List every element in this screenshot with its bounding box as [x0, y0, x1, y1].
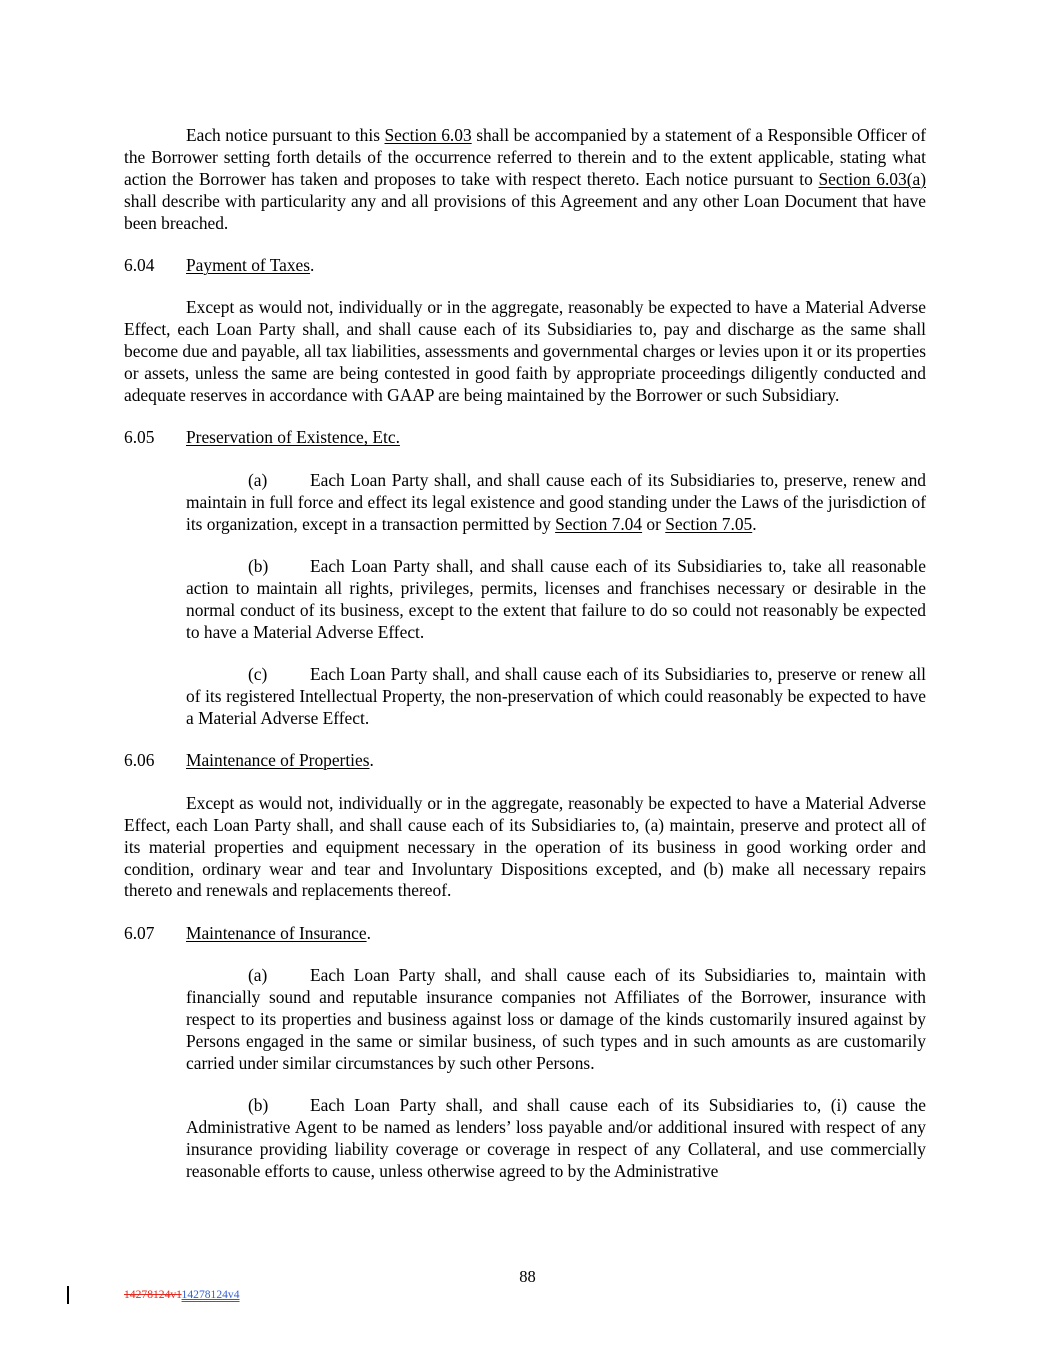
section-title: Maintenance of Insurance	[186, 922, 367, 943]
document-id	[124, 1288, 240, 1302]
section-title: Payment of Taxes	[186, 255, 311, 276]
clause-label: (b)	[248, 556, 269, 577]
section-number: 6.05	[124, 427, 155, 448]
inserted-document-id: 14278124v4	[181, 1288, 240, 1301]
section-heading-6-07: 6.07 Maintenance of Insurance.	[124, 922, 371, 943]
clause-label: (c)	[248, 664, 268, 685]
section-number: 6.07	[124, 922, 155, 943]
section-6-06-body: Except as would not, individually or in the aggregate, reasonably be expected to have a Material Adverse Effect, each Loan Party shall, and shall cause each of its Subsidiaries to, (a) maintain, preserve and protect all of its material properties and equipment necessary in the operation of its business in good working order and condition, ordinary wear and tear and Involuntary Dispositions excepted, and (b) make all necessary repairs thereto and renewals and replacements thereof.	[124, 792, 926, 901]
section-6-05-clause-c: (c) Each Loan Party shall, and shall cause each of its Subsidiaries to, preserve or renew all of its registered Intellectual Property, the non-preservation of which could reasonably be expected to have a Material Adverse Effect.	[186, 664, 926, 729]
section-heading-6-05	[124, 427, 926, 449]
section-number: 6.06	[124, 750, 155, 771]
section-6-07-clause-a: (a) Each Loan Party shall, and shall cause each of its Subsidiaries to, maintain with financially sound and reputable insurance companies not Affiliates of the Borrower, insurance with respect to its properties and business against loss or damage of the kinds customarily insured against by Persons engaged in the same or similar business, of such types and in such amounts as are customarily carried under similar circumstances by such other Persons.	[186, 965, 926, 1073]
section-title: Maintenance of Properties	[186, 750, 370, 771]
intro-paragraph: Each notice pursuant to this Section 6.03 shall be accompanied by a statement of a Responsible Officer of the Borrower setting forth details of the occurrence referred to therein and to the extent applicable, stating what action the Borrower has taken and proposes to take with respect thereto. Each notice pursuant to Section 6.03(a) shall describe with particularity any and all provisions of this Agreement and any other Loan Document that have been breached.	[124, 125, 927, 233]
section-number: 6.04	[124, 255, 155, 276]
section-reference: Section 6.03(a)	[818, 168, 926, 189]
section-title: Preservation of Existence, Etc.	[186, 427, 400, 448]
revision-change-bar	[67, 1286, 69, 1304]
section-6-04-body: Except as would not, individually or in the aggregate, reasonably be expected to have a Material Adverse Effect, each Loan Party shall, and shall cause each of its Subsidiaries to, pay and discharge as the same shall become due and payable, all tax liabilities, assessments and governmental charges or levies upon it or its properties or assets, unless the same are being contested in good faith by appropriate proceedings diligently conducted and adequate reserves in accordance with GAAP are being maintained by the Borrower or such Subsidiary.	[124, 297, 926, 406]
section-heading-6-06: 6.06 Maintenance of Properties.	[124, 750, 374, 771]
section-reference: Section 7.05	[665, 513, 753, 534]
section-heading-6-04: 6.04 Payment of Taxes.	[124, 255, 315, 276]
document-page	[124, 125, 926, 1183]
section-6-05-clause-b: (b) Each Loan Party shall, and shall cause each of its Subsidiaries to, take all reasonable action to maintain all rights, privileges, permits, licenses and franchises necessary or desirable in the normal conduct of its business, except to the extent that failure to do so could not reasonably be expected to have a Material Adverse Effect.	[186, 556, 926, 642]
page-number: 88	[519, 1267, 536, 1286]
section-reference: Section 6.03	[384, 125, 472, 145]
section-6-05-clause-a: (a) Each Loan Party shall, and shall cause each of its Subsidiaries to, preserve, renew and maintain in full force and effect its legal existence and good standing under the Laws of the jurisdiction of its organization, except in a transaction permitted by Section 7.04 or Section 7.05.	[186, 469, 926, 534]
section-reference: Section 7.04	[555, 513, 643, 534]
clause-label: (b)	[248, 1095, 269, 1116]
clause-label: (a)	[248, 965, 268, 986]
deleted-document-id: 14278124v1	[124, 1288, 182, 1301]
section-6-07-clause-b: (b) Each Loan Party shall, and shall cause each of its Subsidiaries to, (i) cause the Administrative Agent to be named as lenders’ loss payable and/or additional insured with respect of any insurance providing liability coverage or coverage in respect of any Collateral, and use commercially reasonable efforts to cause, unless otherwise agreed to by the Administrative	[186, 1095, 926, 1182]
clause-label: (a)	[248, 469, 268, 490]
